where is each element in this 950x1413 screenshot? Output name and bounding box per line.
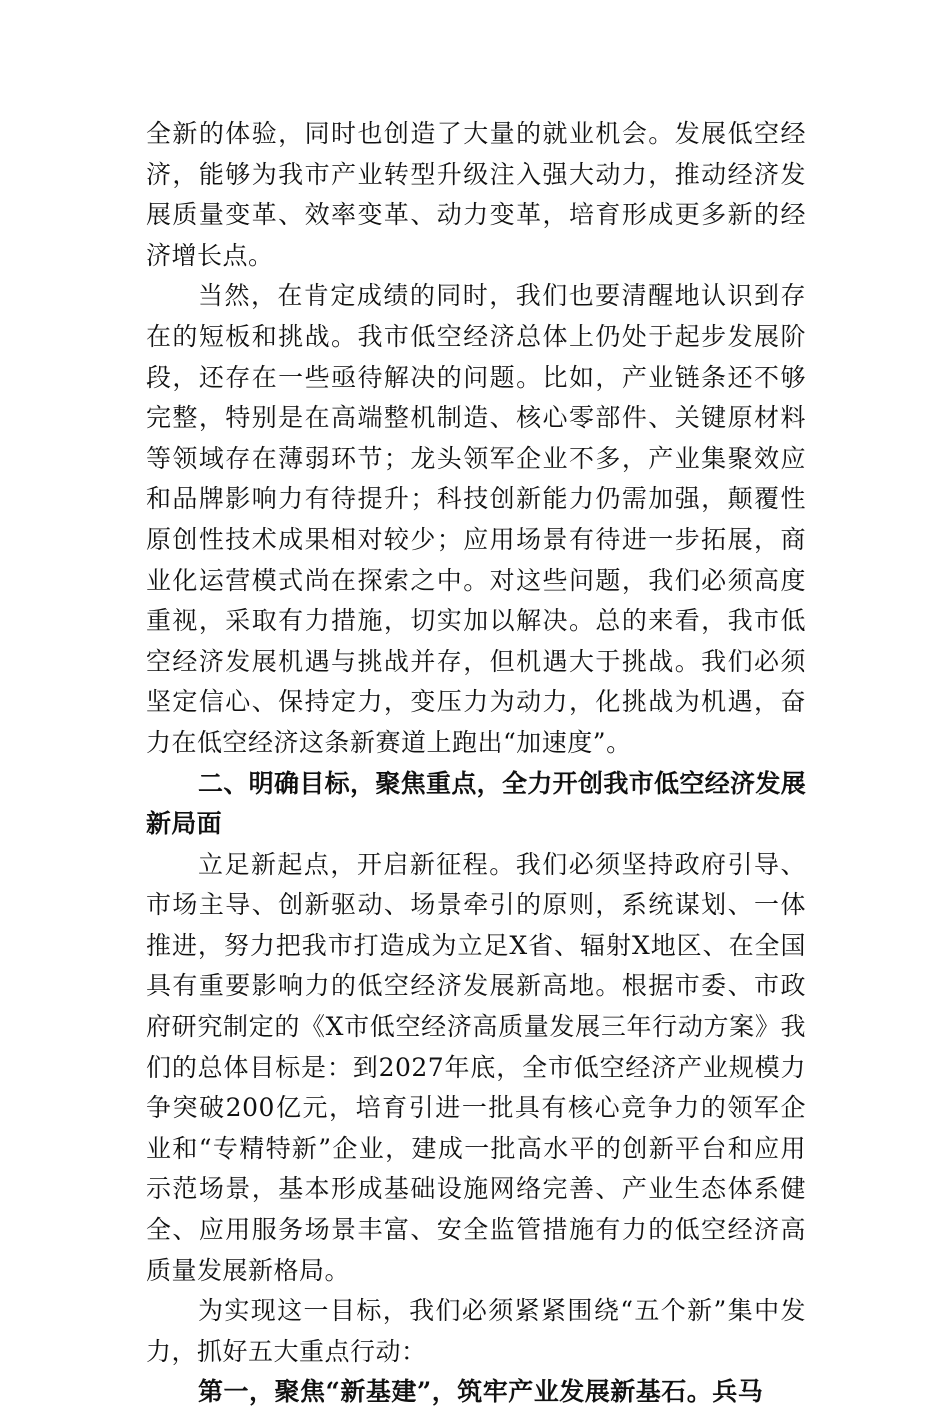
paragraph-goals: 立足新起点，开启新征程。我们必须坚持政府引导、市场主导、创新驱动、场景牵引的原则，系统谋划、一体推进，努力把我市打造成为立足X省、辐射X地区、在全国具有重要影响力的低空经济发展新高地。根据市委、市政府研究制定的《X市低空经济高质量发展三年行动方案》我们的总体目标是：到2027年底，全市低空经济产业规模力争突破200亿元，培育引进一批具有核心竞争力的领军企业和“专精特新”企业，建成一批高水平的创新平台和应用示范场景，基本形成基础设施网络完善、产业生态体系健全、应用服务场景丰富、安全监管措施有力的低空经济高质量发展新格局。 [146, 849, 806, 1285]
paragraph-first-action: 第一，聚焦“新基建”，筑牢产业发展新基石。兵马 [198, 1377, 764, 1407]
paragraph-challenges: 当然，在肯定成绩的同时，我们也要清醒地认识到存在的短板和挑战。我市低空经济总体上仍处于起步发展阶段，还存在一些亟待解决的问题。比如，产业链条还不够完整，特别是在高端整机制造、核心零部件、关键原材料等领域存在薄弱环节；龙头领军企业不多，产业集聚效应和品牌影响力有待提升；科技创新能力仍需加强，颠覆性原创性技术成果相对较少；应用场景有待进一步拓展，商业化运营模式尚在探索之中。对这些问题，我们必须高度重视，采取有力措施，切实加以解决。总的来看，我市低空经济发展机遇与挑战并存，但机遇大于挑战。我们必须坚定信心、保持定力，变压力为动力，化挑战为机遇，奋力在低空经济这条新赛道上跑出“加速度”。 [146, 281, 806, 757]
document-body [146, 114, 806, 1413]
paragraph-actions-intro: 为实现这一目标，我们必须紧紧围绕“五个新”集中发力，抓好五大重点行动： [146, 1296, 806, 1366]
section-heading: 二、明确目标，聚焦重点，全力开创我市低空经济发展新局面 [146, 768, 806, 839]
paragraph-continuation: 全新的体验，同时也创造了大量的就业机会。发展低空经济，能够为我市产业转型升级注入强大动力，推动经济发展质量变革、效率变革、动力变革，培育形成更多新的经济增长点。 [146, 119, 806, 270]
